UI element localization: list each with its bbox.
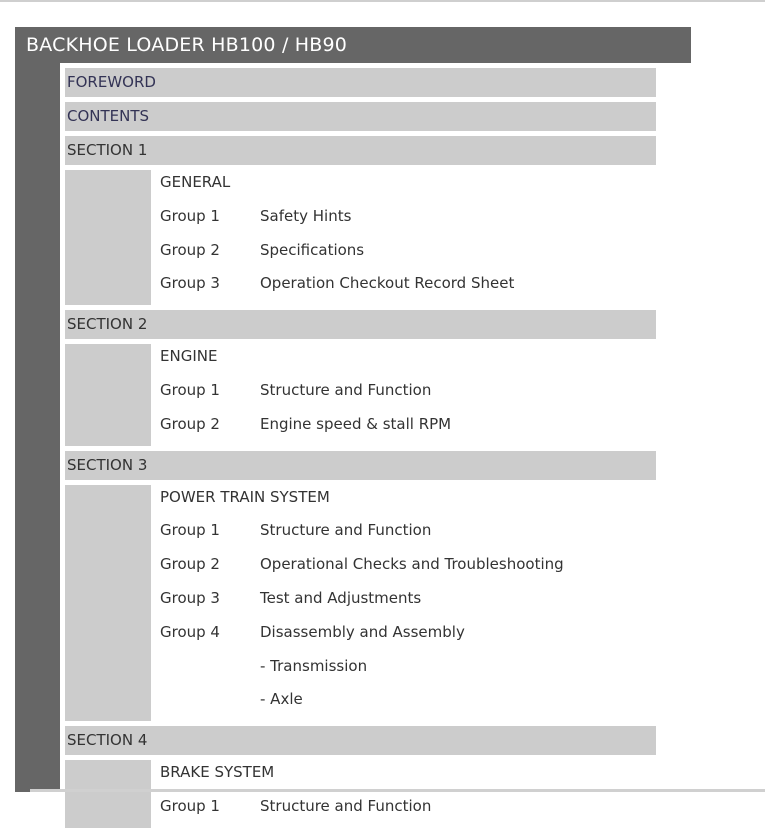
left-margin-bar (15, 63, 60, 792)
group-row[interactable] (160, 794, 656, 828)
section-heading[interactable]: BRAKE SYSTEM (160, 763, 275, 782)
section-header[interactable]: SECTION 3 (65, 451, 656, 480)
section-header[interactable]: SECTION 4 (65, 726, 656, 755)
section-body (65, 485, 656, 722)
section-side-panel (65, 485, 151, 722)
group-label: Group 1 (160, 380, 220, 399)
group-row[interactable] (160, 620, 656, 654)
section-side-panel (65, 760, 151, 828)
group-title[interactable]: Safety Hints (260, 206, 352, 225)
sub-item[interactable] (160, 654, 656, 688)
group-title[interactable]: Structure and Function (260, 521, 432, 540)
section-body (65, 760, 656, 828)
top-divider (0, 0, 765, 2)
group-title[interactable]: Structure and Function (260, 796, 432, 815)
table-of-contents (65, 68, 656, 833)
section-heading[interactable]: ENGINE (160, 347, 218, 366)
group-row[interactable] (160, 378, 656, 412)
section-heading[interactable]: GENERAL (160, 173, 231, 191)
group-title[interactable]: Disassembly and Assembly (260, 622, 465, 641)
section-side-panel (65, 170, 151, 305)
foreword-link[interactable]: FOREWORD (65, 68, 656, 97)
group-row[interactable] (160, 204, 656, 238)
section-side-panel (65, 344, 151, 445)
group-label: Group 3 (160, 274, 220, 293)
group-label: Group 1 (160, 521, 220, 540)
section-header[interactable]: SECTION 2 (65, 310, 656, 339)
document-title: BACKHOE LOADER HB100 / HB90 (15, 27, 691, 63)
section-header[interactable]: SECTION 1 (65, 136, 656, 165)
group-title[interactable]: Test and Adjustments (260, 588, 422, 607)
contents-link[interactable]: CONTENTS (65, 102, 656, 131)
group-row[interactable] (160, 586, 656, 620)
group-label: Group 1 (160, 796, 220, 815)
group-row[interactable] (160, 412, 656, 446)
sub-item-label[interactable]: - Axle (260, 690, 303, 709)
group-title[interactable]: Structure and Function (260, 380, 432, 399)
group-title[interactable]: Engine speed & stall RPM (260, 414, 452, 433)
group-label: Group 4 (160, 622, 220, 641)
group-row[interactable] (160, 552, 656, 586)
section-body (65, 170, 656, 305)
group-title[interactable]: Operation Checkout Record Sheet (260, 274, 515, 293)
group-label: Group 2 (160, 240, 220, 259)
group-title[interactable]: Specifications (260, 240, 365, 259)
group-row[interactable] (160, 271, 656, 305)
section-heading[interactable]: POWER TRAIN SYSTEM (160, 487, 330, 506)
group-label: Group 1 (160, 206, 220, 225)
group-label: Group 2 (160, 555, 220, 574)
section-body (65, 344, 656, 445)
group-row[interactable] (160, 518, 656, 552)
group-row[interactable] (160, 238, 656, 272)
sub-item-label[interactable]: - Transmission (260, 656, 368, 675)
group-label: Group 2 (160, 414, 220, 433)
group-title[interactable]: Operational Checks and Troubleshooting (260, 555, 564, 574)
group-label: Group 3 (160, 588, 220, 607)
sub-item[interactable] (160, 687, 656, 721)
